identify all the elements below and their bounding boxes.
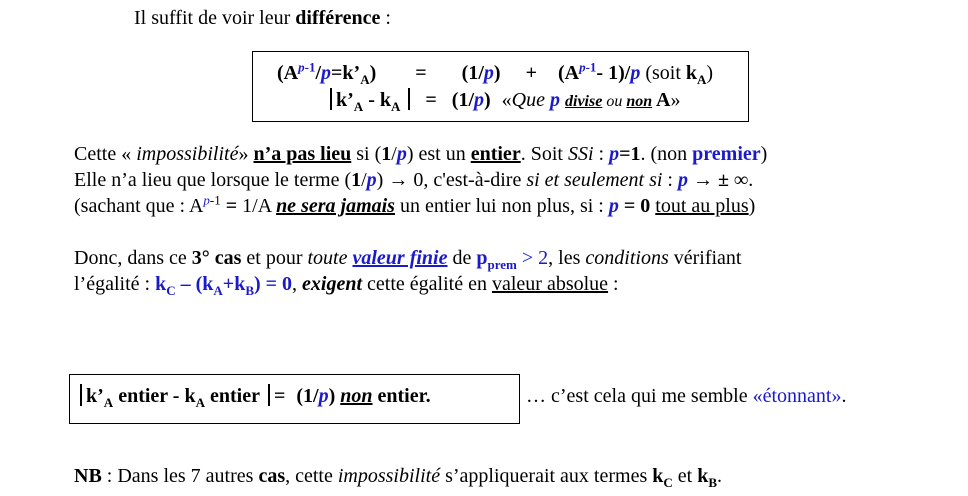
nb-sb: B [708, 475, 717, 490]
p1l3-a: (sachant que : A [74, 195, 204, 217]
p2l2-c: ) = 0 [253, 273, 293, 295]
para1-line2 [74, 168, 753, 192]
f1-plus: + [525, 62, 537, 84]
p2l2-sc: C [166, 283, 176, 298]
f1-t3-p: p [630, 62, 641, 84]
nb-impossibilite: impossibilité [337, 465, 441, 487]
f1-close: ) [369, 62, 377, 84]
f1-t2-close: ) [493, 62, 501, 84]
nb-kb: k [697, 465, 709, 487]
p2l1-sub: prem [487, 257, 517, 272]
p1l2-b: ) → 0, c'est-à-dire [376, 169, 527, 191]
f2-q-close: » [670, 89, 681, 111]
p1l2-slash: / [361, 169, 367, 191]
remark-text: … c’est cela qui me semble [526, 385, 753, 407]
p2l1-b: et pour [241, 247, 308, 269]
f2-t-open: (1/ [451, 89, 474, 111]
p1l2-a: Elle n’a lieu que lorsque le terme ( [74, 169, 352, 191]
b2-equals: = [273, 385, 286, 407]
p1l3-g: ) [748, 195, 756, 217]
p1l1-f: . Soit [520, 143, 568, 165]
f1-eq: =k’ [331, 62, 361, 84]
abs2-bar-left [80, 384, 82, 406]
p2l2-a: l’égalité : [74, 273, 156, 295]
box2-formula [76, 384, 431, 408]
f1-t3-exp: p [579, 59, 586, 75]
nb-c: s’appliquerait aux termes [440, 465, 653, 487]
b2-term [296, 385, 335, 407]
p1l1-impossibilite: impossibilité [136, 143, 239, 165]
f1-p: p [321, 62, 332, 84]
p1l1-npl: n’a pas lieu [253, 143, 352, 165]
f1-slash: / [315, 62, 322, 84]
f2-s2: A [390, 99, 401, 114]
p2l2-kc: k [155, 273, 167, 295]
p2l2-b: – ( [175, 273, 203, 295]
nb-kc: k [652, 465, 664, 487]
p1l1-k: ) [760, 143, 768, 165]
b2-non: non [340, 385, 373, 407]
p2l2-exigent: exigent [302, 273, 363, 295]
nb-et: et [672, 465, 698, 487]
f1-exp: p [298, 59, 305, 75]
p2l1-f: vérifiant [668, 247, 742, 269]
abs-bar-right [408, 88, 410, 110]
p1l1-e: ) est un [406, 143, 471, 165]
f1-exp-b: -1 [304, 59, 316, 75]
intro-text: Il suffit de voir leur [134, 7, 296, 29]
p2l2-sa: A [213, 283, 223, 298]
p1l3-d: un entier lui non plus, si : [394, 195, 609, 217]
b2-t-open: (1/ [296, 385, 319, 407]
p2l1-vf: valeur finie [352, 247, 448, 269]
f1-open: (A [277, 62, 299, 84]
p2l1-p: p [476, 247, 488, 269]
p1l1-ssi: SSi [567, 143, 594, 165]
p1l3-b: = [220, 195, 243, 217]
f2-quote [502, 89, 681, 111]
nb-label: NB [74, 465, 102, 487]
p1l2-p: p [366, 169, 377, 191]
p2l2-f: : [608, 273, 619, 295]
p1l1-p2: p [609, 143, 620, 165]
p2l1-d: de [447, 247, 477, 269]
b2-s1: A [103, 395, 114, 410]
intro-colon: : [380, 7, 391, 29]
f1-equals: = [415, 62, 427, 84]
para2-line2 [74, 272, 619, 296]
p1l3-c: 1/A [242, 195, 277, 217]
f2-A: A [652, 89, 671, 111]
f2-t-close: ) [484, 89, 491, 111]
f1-t3-open: (A [557, 62, 580, 84]
f1-sub-a: A [360, 72, 370, 87]
b2-k2: k [184, 385, 196, 407]
p2l1-a: Donc, dans ce [74, 247, 192, 269]
f2-k2: k [379, 89, 391, 111]
f2-p: p [550, 89, 560, 111]
p2l1-e: , les [548, 247, 586, 269]
f1-soit-close: ) [706, 62, 714, 84]
f2-non: non [626, 93, 653, 110]
p2l2-plus: + [222, 273, 235, 295]
p1l1-a: Cette « [74, 143, 137, 165]
b2-entier: entier. [372, 385, 431, 407]
p1l1-one: 1 [381, 143, 392, 165]
para1-line3 [74, 194, 755, 218]
p2l1-gt: > 2 [516, 247, 549, 269]
abs2-bar-right [268, 384, 270, 406]
p1l2-arrow: → ± ∞ [687, 169, 749, 191]
p2l1-cond: conditions [585, 247, 669, 269]
p2l2-kb: k [234, 273, 246, 295]
nb-cas: cas [258, 465, 286, 487]
f2-ou: ou [602, 93, 627, 110]
f1-t3-mid: - 1)/ [596, 62, 631, 84]
p1l1-b: » [238, 143, 254, 165]
nb-b: , cette [285, 465, 338, 487]
p1l1-entier: entier [470, 143, 521, 165]
nb-line [74, 464, 722, 488]
abs-bar-left [330, 88, 332, 110]
p1l2-d: . [748, 169, 754, 191]
f2-q-open: « [501, 89, 512, 111]
p1l1-h: . (non [640, 143, 693, 165]
b2-k1: k’ [86, 385, 104, 407]
f1-term3 [557, 59, 641, 84]
p2l2-ka: k [202, 273, 214, 295]
p1l3-p: p [608, 195, 619, 217]
p1l3-exp: p [203, 192, 210, 208]
f1-k: k [685, 62, 697, 84]
p1l1-premier: premier [692, 143, 761, 165]
p1l2-one: 1 [351, 169, 362, 191]
f2-equals: = [425, 89, 437, 111]
b2-t-close: ) [328, 385, 336, 407]
p1l3-e: = 0 [618, 195, 651, 217]
f2-divise: divise [565, 93, 603, 110]
p2l2-sb: B [245, 283, 254, 298]
p1l3-exp-b: -1 [209, 192, 221, 208]
b2-p: p [318, 385, 329, 407]
intro-bold: différence [295, 7, 381, 29]
f2-minus: - [363, 89, 380, 111]
para1-line1 [74, 142, 767, 166]
formula-line-1 [277, 61, 713, 85]
p1l3-nsj: ne sera jamais [276, 195, 395, 217]
p1l2-p2: p [677, 169, 688, 191]
p1l1-slash: / [391, 143, 397, 165]
p2l1-num: 3° cas [191, 247, 242, 269]
formula-line-2 [326, 88, 680, 114]
nb-sc: C [663, 475, 673, 490]
f2-term [452, 89, 491, 111]
b2-s2: A [195, 395, 205, 410]
p1l1-g: : [593, 143, 610, 165]
p2l2-d: , [292, 273, 303, 295]
f2-que: Que [511, 89, 550, 111]
nb-d: . [717, 465, 722, 487]
p1l2-si: si et seulement si [526, 169, 663, 191]
intro-line [134, 6, 391, 30]
b2-ent1: entier - [113, 385, 185, 407]
p1l1-c: si ( [351, 143, 382, 165]
f2-k1: k’ [336, 89, 354, 111]
remark-line [526, 384, 846, 408]
p1l3-tap: tout au plus [655, 195, 749, 217]
remark-dot: . [841, 385, 847, 407]
f1-t3-exp-b: -1 [585, 59, 597, 75]
remark-etonnant: «étonnant» [752, 385, 842, 407]
nb-a: : Dans les 7 autres [101, 465, 259, 487]
p2l2-e: cette égalité en [362, 273, 492, 295]
p2l2-va: valeur absolue [491, 273, 609, 295]
p1l2-c: : [662, 169, 678, 191]
p1l1-p: p [396, 143, 407, 165]
p2l1-toute: toute [307, 247, 348, 269]
f2-s1: A [353, 99, 364, 114]
p1l1-eq1: =1 [619, 143, 641, 165]
f1-k-sub: A [697, 72, 707, 87]
para2-line1 [74, 246, 741, 270]
f1-term2 [462, 62, 501, 84]
f1-t2-p: p [483, 62, 494, 84]
f2-t-p: p [474, 89, 484, 111]
b2-ent2: entier [204, 385, 260, 407]
f1-soit: (soit [640, 62, 686, 84]
f1-t2-open: (1/ [461, 62, 484, 84]
